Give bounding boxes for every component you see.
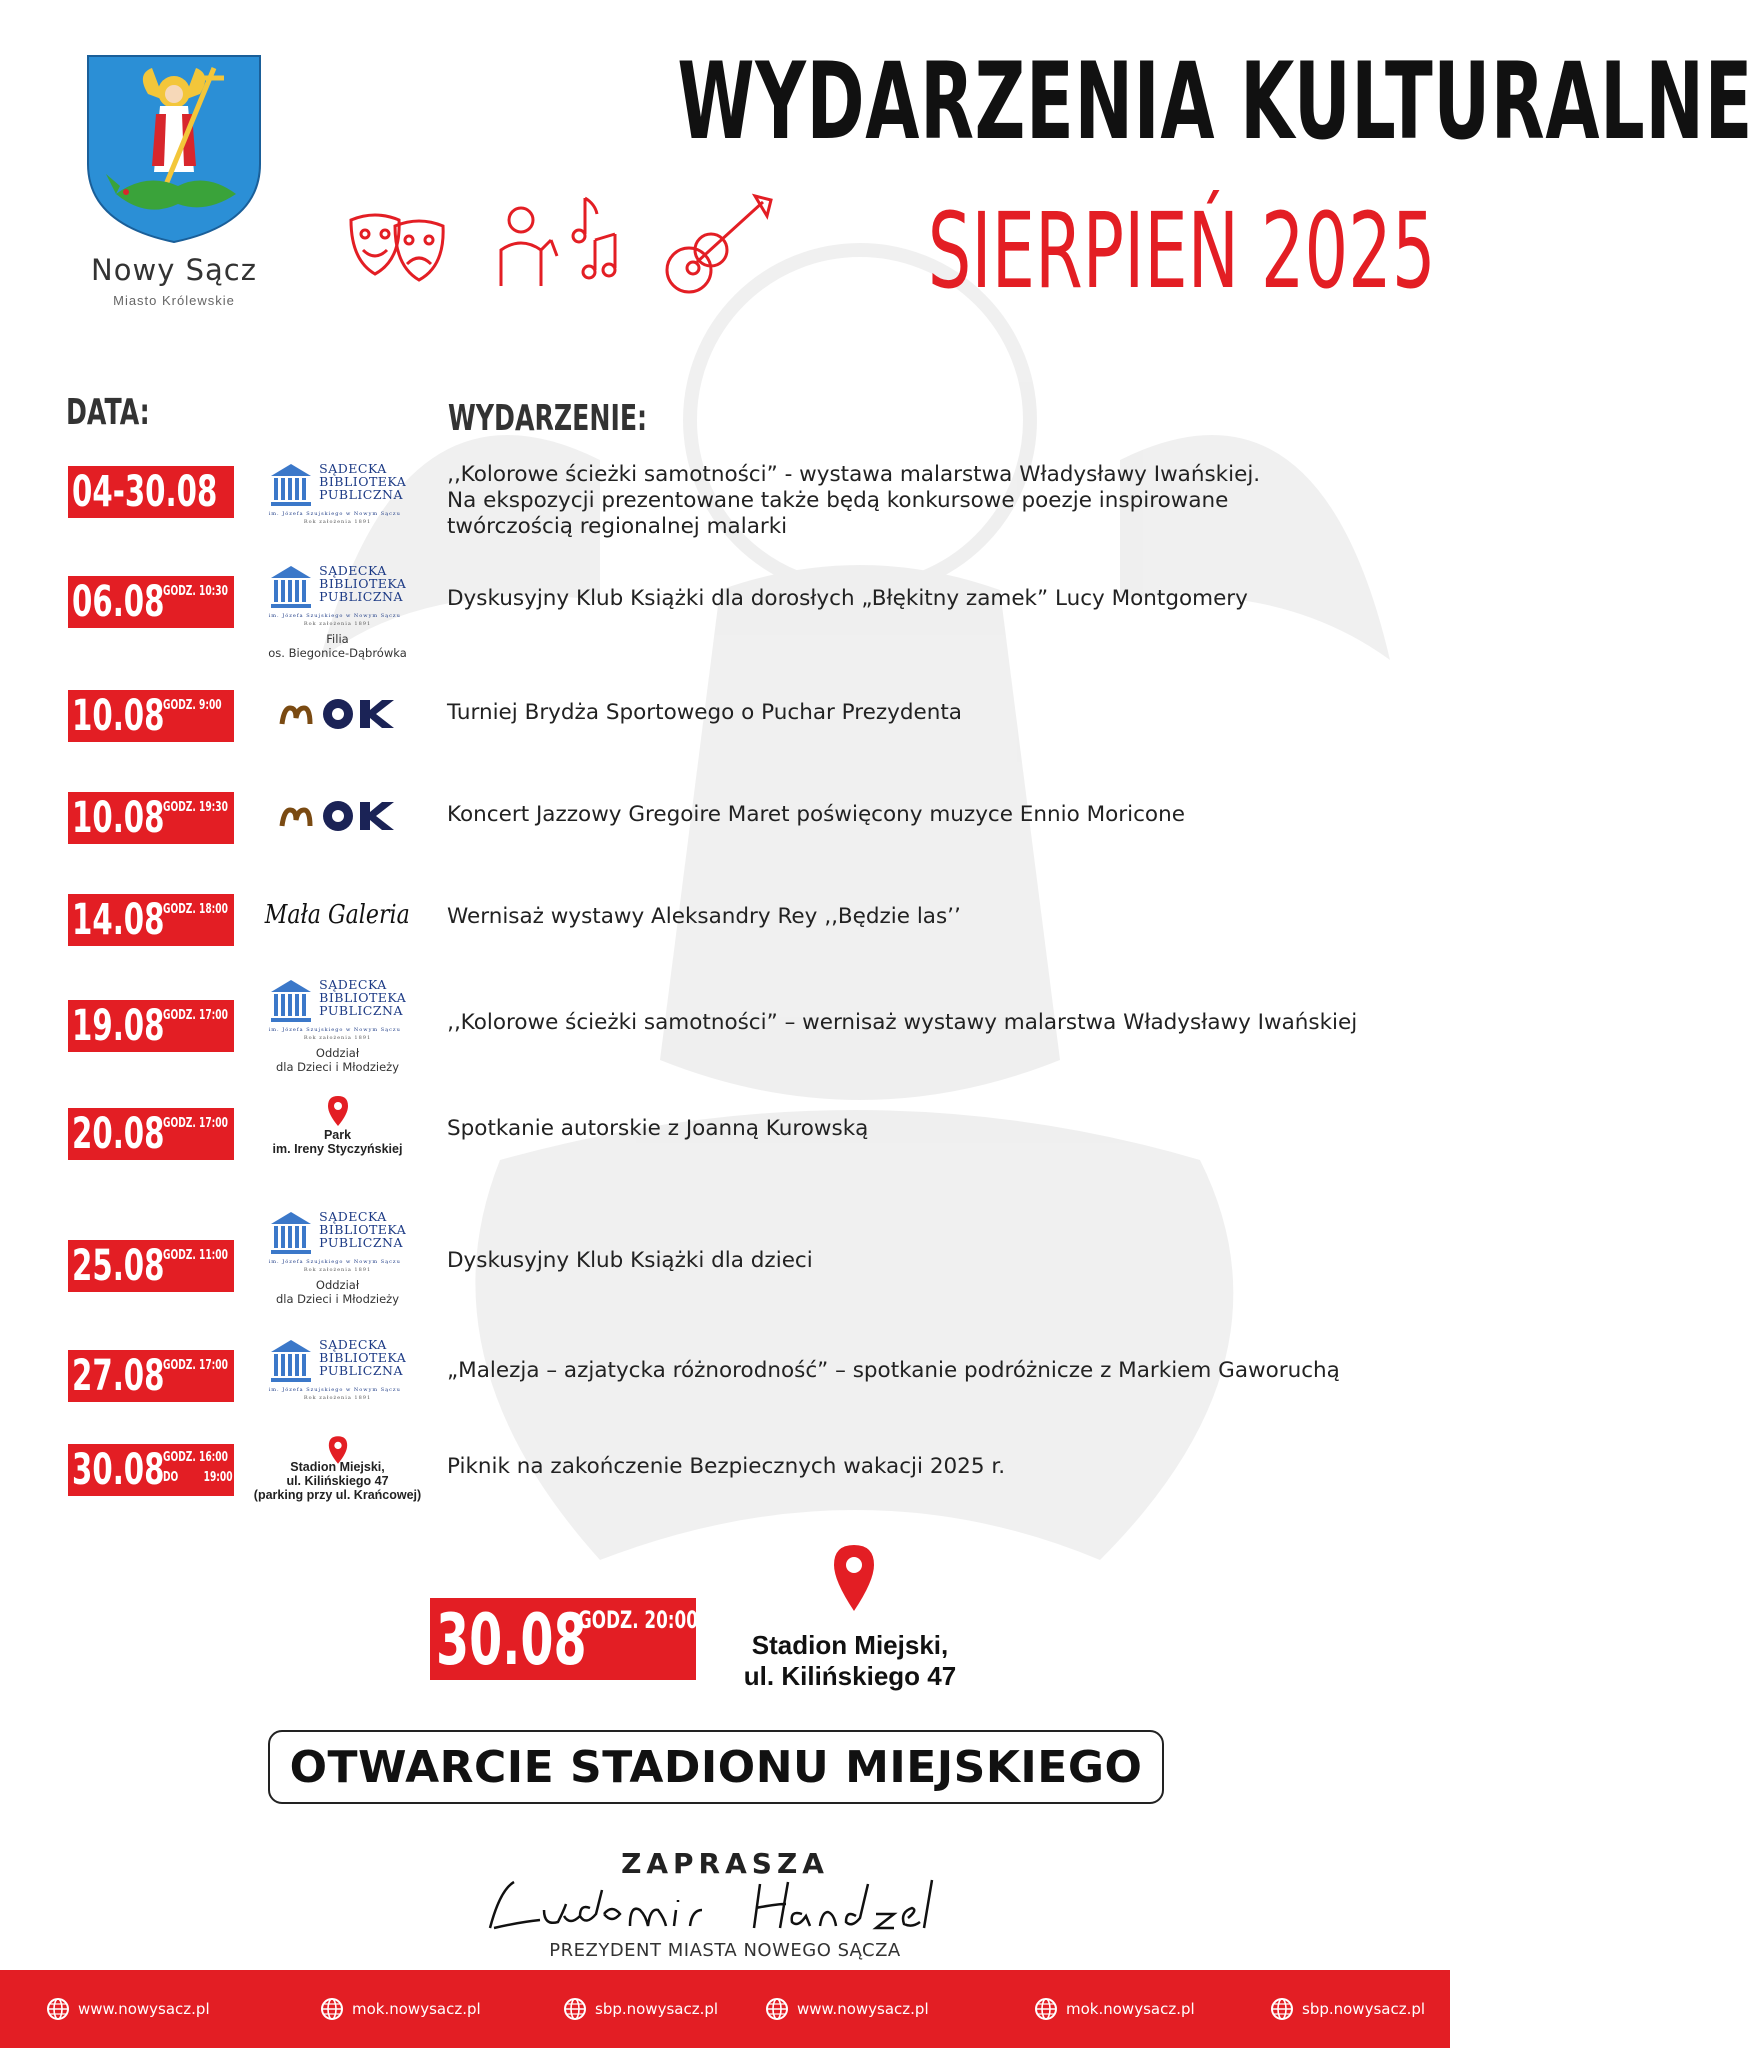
library-name-3: PUBLICZNA [319,1235,404,1250]
library-founded: Rok założenia 1891 [303,1035,372,1041]
globe-icon [1034,1997,1058,2021]
globe-icon [1270,1997,1294,2021]
date-badge [68,894,234,946]
globe-icon [46,1997,70,2021]
crest-subtitle: Miasto Królewskie [113,293,235,308]
event-description [447,462,1407,540]
event-time: GODZ. 17:00 [163,1008,228,1023]
highlight-time: GODZ. 20:00 [578,1606,698,1634]
event-date: 06.08 [72,577,165,627]
president-title: PREZYDENT MIASTA NOWEGO SĄCZA [549,1940,901,1961]
library-building-icon [269,564,313,610]
library-building-icon [269,462,313,508]
event-description [447,802,1407,828]
map-pin-icon [832,1543,876,1613]
singer-notes-icon [501,198,615,286]
event-date: 20.08 [72,1109,165,1159]
event-description [447,1248,1407,1274]
event-line: twórczością regionalnej malarki [447,514,788,539]
library-founded: Rok założenia 1891 [303,1267,372,1273]
event-date: 10.08 [72,691,165,741]
venue-gallery-logo [245,900,430,930]
highlight-venue [700,1630,1000,1692]
venue-mok-logo [245,694,430,739]
coat-of-arms-icon [86,54,262,244]
date-badge [68,1444,234,1496]
date-badge [68,1108,234,1160]
footer-link[interactable] [1270,1994,1425,2024]
event-date: 19.08 [72,1001,165,1051]
event-time: GODZ. 11:00 [163,1248,228,1263]
library-patron: im. Józefa Szujskiego w Nowym Sączu [268,1387,401,1393]
venue-mok-logo [245,796,430,841]
event-description [447,700,1407,726]
library-name-3: PUBLICZNA [319,589,404,604]
library-founded: Rok założenia 1891 [303,1395,372,1401]
event-line: ‚‚Kolorowe ścieżki samotności” - wystawa malarstwa Władysławy Iwańskiej. [447,462,1261,487]
highlight-title: OTWARCIE STADIONU MIEJSKIEGO [289,1741,1143,1793]
library-building-icon [269,1338,313,1384]
event-description [447,1454,1407,1480]
footer-link[interactable] [1034,1994,1195,2024]
event-time: GODZ. 16:00 [163,1450,228,1465]
footer-link[interactable] [563,1994,718,2024]
date-badge [68,576,234,628]
event-description [447,1358,1407,1384]
event-time: GODZ. 18:00 [163,902,228,917]
venue-note: Oddział dla Dzieci i Młodzieży [275,1278,400,1306]
event-line: „Malezja – azjatycka różnorodność” – spotkanie podróżnicze z Markiem Gaworuchą [447,1358,1340,1383]
library-name-1: SĄDECKA [319,1209,387,1224]
event-time: GODZ. 17:00 [163,1116,228,1131]
event-description [447,904,1407,930]
venue-note: Oddział dla Dzieci i Młodzieży [275,1046,400,1074]
library-name-3: PUBLICZNA [319,1003,404,1018]
library-name-2: BIBLIOTEKA [319,576,407,591]
library-name-2: BIBLIOTEKA [319,474,407,489]
globe-icon [563,1997,587,2021]
library-patron: im. Józefa Szujskiego w Nowym Sączu [268,511,401,517]
footer-link-text: www.nowysacz.pl [797,2000,929,2018]
venue-note: Filia os. Biegonice-Dąbrówka [268,632,407,660]
highlight-date: 30.08 [436,1599,587,1681]
venue-stadium [245,1434,430,1502]
footer-link-text: sbp.nowysacz.pl [1302,2000,1426,2018]
mala-galeria-logo: Mała Galeria [265,900,410,930]
event-line: Na ekspozycji prezentowane także będą konkursowe poezje inspirowane [447,488,1229,513]
venue-park [245,1094,430,1156]
footer-bar [0,1970,1450,2048]
library-name-1: SĄDECKA [319,563,387,578]
library-name-1: SĄDECKA [319,977,387,992]
library-patron: im. Józefa Szujskiego w Nowym Sączu [268,613,401,619]
footer-link-text: mok.nowysacz.pl [352,2000,481,2018]
map-pin-icon [326,1094,350,1128]
event-date: 30.08 [72,1445,165,1495]
footer-link-text: mok.nowysacz.pl [1066,2000,1195,2018]
library-patron: im. Józefa Szujskiego w Nowym Sączu [268,1027,401,1033]
highlight-date-badge [430,1598,696,1680]
event-line: Dyskusyjny Klub Książki dla dzieci [447,1248,813,1273]
date-badge [68,690,234,742]
culture-icons [345,190,785,305]
event-line: Koncert Jazzowy Gregoire Maret poświęcony muzyce Ennio Moricone [447,802,1185,827]
event-date: 10.08 [72,793,165,843]
venue-library-logo [245,462,430,528]
guitar-icon [667,196,771,292]
library-name-2: BIBLIOTEKA [319,1350,407,1365]
event-date: 25.08 [72,1241,165,1291]
library-founded: Rok założenia 1891 [303,519,372,525]
event-time-end: DO 19:00 [163,1470,233,1485]
library-building-icon [269,1210,313,1256]
library-name-1: SĄDECKA [319,461,387,476]
column-header-event: WYDARZENIE: [448,398,648,439]
column-header-date: DATA: [66,392,150,433]
event-line: Turniej Brydża Sportowego o Puchar Prezydenta [447,700,962,725]
event-time: GODZ. 17:00 [163,1358,228,1373]
highlight-title-box [268,1730,1164,1804]
event-line: Dyskusyjny Klub Książki dla dorosłych „Błękitny zamek” Lucy Montgomery [447,586,1248,611]
footer-link[interactable] [765,1994,929,2024]
date-badge [68,1000,234,1052]
highlight-venue-line2: ul. Kilińskiego 47 [743,1661,957,1691]
city-crest [86,54,262,308]
library-name-3: PUBLICZNA [319,487,404,502]
date-badge [68,466,234,518]
mok-logo-icon [278,694,398,734]
footer-link-text: sbp.nowysacz.pl [595,2000,719,2018]
event-description [447,1010,1407,1036]
event-time: GODZ. 10:30 [163,584,228,599]
venue-library-logo [245,1338,430,1404]
footer-link[interactable] [46,1994,210,2024]
month-title: SIERPIEŃ 2025 [927,190,1436,312]
page-title: WYDARZENIA KULTURALNE [677,40,1753,163]
footer-link-text: www.nowysacz.pl [78,2000,210,2018]
event-description [447,586,1407,612]
event-time: GODZ. 9:00 [163,698,222,713]
event-line: Wernisaż wystawy Aleksandry Rey ‚‚Będzie las’’ [447,904,961,929]
venue-library-branch [245,1210,430,1306]
venue-library-branch [245,978,430,1074]
event-time: GODZ. 19:30 [163,800,228,815]
theater-masks-icon [351,215,443,280]
venue-library-branch [245,564,430,660]
date-badge [68,792,234,844]
event-line: Spotkanie autorskie z Joanną Kurowską [447,1116,869,1141]
globe-icon [320,1997,344,2021]
library-name-2: BIBLIOTEKA [319,990,407,1005]
crest-city-name: Nowy Sącz [91,253,257,287]
date-badge [68,1350,234,1402]
library-founded: Rok założenia 1891 [303,621,372,627]
globe-icon [765,1997,789,2021]
event-date: 14.08 [72,895,165,945]
mok-logo-icon [278,796,398,836]
event-description [447,1116,1407,1142]
venue-note: Park im. Ireny Styczyńskiej [272,1128,403,1156]
library-name-2: BIBLIOTEKA [319,1222,407,1237]
footer-link[interactable] [320,1994,481,2024]
event-date: 27.08 [72,1351,165,1401]
highlight-venue-line1: Stadion Miejski, [751,1630,949,1660]
signature-image [480,1870,980,1940]
event-line: ‚‚Kolorowe ścieżki samotności” – wernisaż wystawy malarstwa Władysławy Iwańskiej [447,1010,1358,1035]
date-badge [68,1240,234,1292]
event-date: 04-30.08 [72,467,218,517]
venue-note: Stadion Miejski, ul. Kilińskiego 47 (parking przy ul. Krańcowej) [253,1460,422,1502]
library-name-3: PUBLICZNA [319,1363,404,1378]
library-name-1: SĄDECKA [319,1337,387,1352]
library-building-icon [269,978,313,1024]
library-patron: im. Józefa Szujskiego w Nowym Sączu [268,1259,401,1265]
event-line: Piknik na zakończenie Bezpiecznych wakacji 2025 r. [447,1454,1006,1479]
invites-label: ZAPRASZA [621,1847,829,1880]
